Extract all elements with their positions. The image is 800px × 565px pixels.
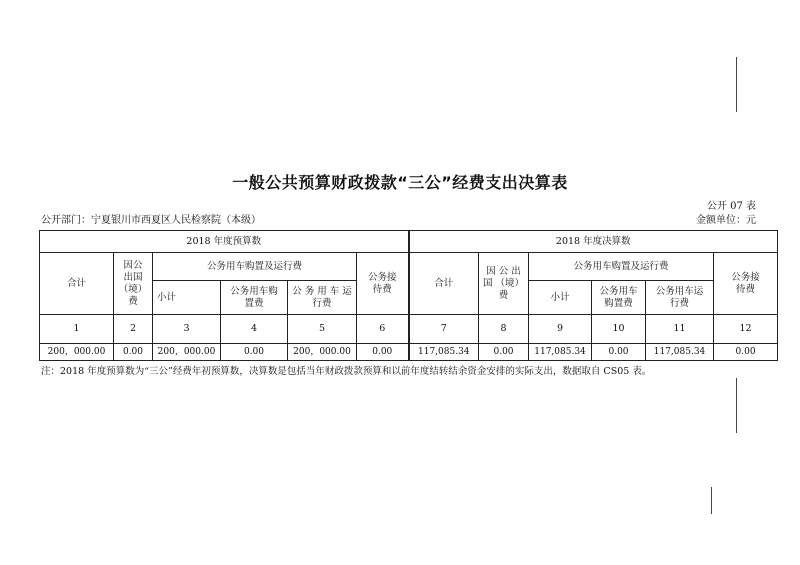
col-number: 1 [40, 315, 114, 344]
value-cell: 0.00 [714, 344, 778, 361]
value-cell: 117,085.34 [646, 344, 714, 361]
final-subtotal-header: 小计 [529, 281, 592, 315]
value-cell: 0.00 [357, 344, 409, 361]
budget-hospitality-header: 公务接 待费 [357, 253, 409, 315]
final-abroad-header: 因 公 出 国 （境） 费 [479, 253, 529, 315]
value-cell: 117,085.34 [529, 344, 592, 361]
col-number: 12 [714, 315, 778, 344]
margin-line-middle [736, 378, 737, 433]
value-cell: 117,085.34 [409, 344, 479, 361]
col-number: 4 [221, 315, 288, 344]
margin-line-bottom [711, 487, 712, 514]
value-cell: 200，000.00 [153, 344, 221, 361]
footnote: 注：2018 年度预算数为“三公”经费年初预算数，决算数是包括当年财政拨款预算和以前年度结转结余资金安排的实际支出，数据取自 CS05 表。 [41, 366, 652, 377]
value-cell: 0.00 [479, 344, 529, 361]
col-number: 3 [153, 315, 221, 344]
budget-group-header: 2018 年度预算数 [40, 231, 409, 253]
value-cell: 200，000.00 [288, 344, 357, 361]
document-title: 一般公共预算财政拨款“三公”经费支出决算表 [232, 173, 568, 192]
col-number: 9 [529, 315, 592, 344]
col-number: 5 [288, 315, 357, 344]
value-cell: 200，000.00 [40, 344, 114, 361]
value-cell: 0.00 [114, 344, 153, 361]
value-cell: 0.00 [221, 344, 288, 361]
budget-abroad-header: 因公 出国 （境） 费 [114, 253, 153, 315]
budget-total-header: 合计 [40, 253, 114, 315]
col-number: 7 [409, 315, 479, 344]
form-code: 公开 07 表 [706, 201, 756, 212]
final-group-header: 2018 年度决算数 [409, 231, 778, 253]
final-total-header: 合计 [409, 253, 479, 315]
final-operate-header: 公务用车运 行费 [646, 281, 714, 315]
col-number: 8 [479, 315, 529, 344]
department-label: 公开部门：宁夏银川市西夏区人民检察院（本级） [41, 215, 261, 226]
value-cell: 0.00 [592, 344, 646, 361]
budget-subtotal-header: 小计 [153, 281, 221, 315]
budget-vehicle-group-header: 公务用车购置及运行费 [153, 253, 357, 281]
unit-label: 金额单位：元 [696, 215, 756, 226]
col-number: 10 [592, 315, 646, 344]
col-number: 6 [357, 315, 409, 344]
final-hospitality-header: 公务接 待费 [714, 253, 778, 315]
col-number: 2 [114, 315, 153, 344]
budget-operate-header: 公 务 用 车 运 行费 [288, 281, 357, 315]
col-number: 11 [646, 315, 714, 344]
margin-line-top [736, 57, 737, 112]
final-vehicle-group-header: 公务用车购置及运行费 [529, 253, 714, 281]
budget-purchase-header: 公务用车购 置费 [221, 281, 288, 315]
three-public-expenses-table [39, 230, 778, 361]
final-purchase-header: 公务用车 购置费 [592, 281, 646, 315]
